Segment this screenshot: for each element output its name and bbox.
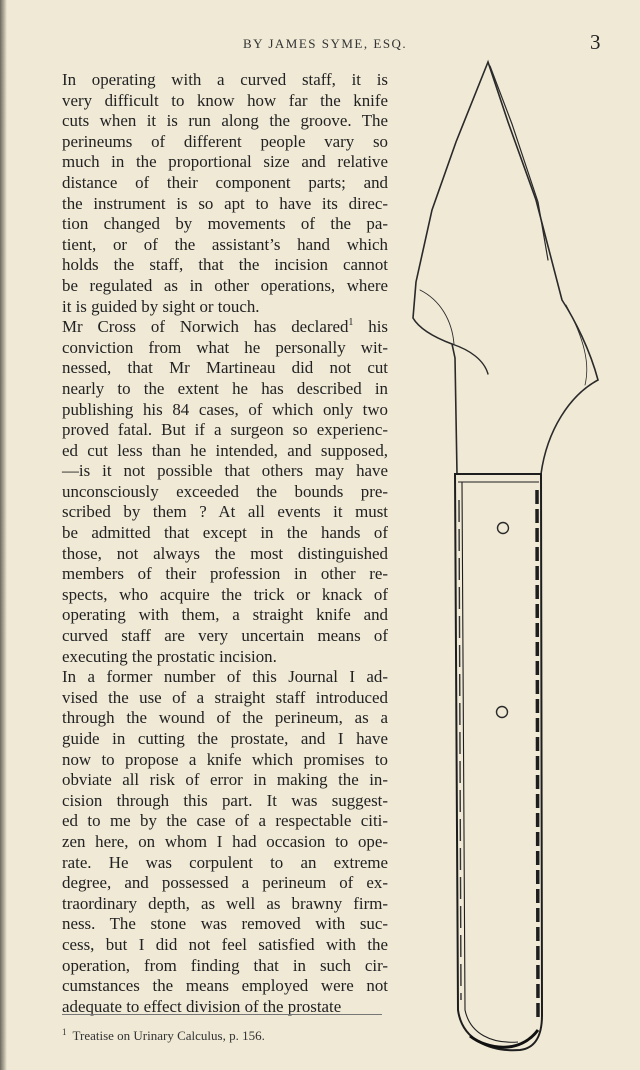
- text-line: now to propose a knife which promises to: [62, 749, 388, 769]
- text-line: members of their profession in other re-: [62, 564, 388, 584]
- text-line: adequate to effect division of the prostate: [62, 996, 342, 1016]
- text-line: operating with them, a straight knife and: [62, 605, 388, 625]
- text-line: rate. He was corpulent to an extreme: [62, 852, 388, 872]
- text-line: the instrument is so apt to have its direc-: [62, 193, 388, 213]
- text-line: operation, from finding that in such cir-: [62, 955, 388, 975]
- footnote-rule: [62, 1014, 382, 1015]
- text-line: scribed by them ? At all events it must: [62, 502, 388, 522]
- footnote-text: Treatise on Urinary Calculus, p. 156.: [72, 1028, 265, 1043]
- text-fragment: his: [353, 317, 388, 337]
- footnote-reference: 1: [348, 317, 354, 329]
- text-line: cision through this part. It was suggest-: [62, 790, 388, 810]
- footnote-marker: 1: [62, 1027, 67, 1037]
- binding-edge: [0, 0, 7, 1070]
- text-line: nearly to the extent he has described in: [62, 378, 388, 398]
- text-line: traordinary depth, as well as brawny firm-: [62, 893, 388, 913]
- text-line: ed to me by the case of a respectable citi-: [62, 811, 388, 831]
- text-line: through the wound of the perineum, as a: [62, 708, 388, 728]
- text-line: obviate all risk of error in making the in-: [62, 770, 388, 790]
- text-line: In operating with a curved staff, it is: [62, 70, 388, 89]
- knife-blade: [413, 62, 598, 474]
- text-line: guide in cutting the prostate, and I have: [62, 729, 388, 748]
- handle-inner-line: [462, 482, 518, 1042]
- rivet-lower: [497, 707, 508, 718]
- text-line: be admitted that except in the hands of: [62, 523, 388, 543]
- running-head: BY JAMES SYME, ESQ.: [243, 36, 408, 51]
- text-line: very difficult to know how far the knife: [62, 90, 388, 110]
- text-line: ed cut less than he intended, and supposed,: [62, 440, 388, 460]
- handle-right-hatching: [537, 490, 538, 1020]
- text-line: unconsciously exceeded the bounds pre-: [62, 481, 388, 501]
- text-line: perineums of different people vary so: [62, 131, 388, 151]
- blade-bevel-line: [420, 290, 454, 344]
- text-line: holds the staff, that the incision cannot: [62, 255, 388, 275]
- text-line: cuts when it is run along the groove. The: [62, 111, 388, 131]
- text-line: zen here, on whom I had occasion to ope-: [62, 831, 388, 851]
- footnote: [62, 1027, 265, 1044]
- text-line: it is guided by sight or touch.: [62, 296, 260, 316]
- text-line: executing the prostatic incision.: [62, 646, 277, 666]
- page-header: [0, 30, 640, 58]
- text-line: tion changed by movements of the pa-: [62, 214, 388, 234]
- text-line: ness. The stone was removed with suc-: [62, 914, 388, 934]
- text-line: conviction from what he personally wit-: [62, 337, 388, 357]
- text-fragment: Mr Cross of Norwich has declared: [62, 317, 349, 337]
- text-line: —is it not possible that others may have: [62, 461, 388, 481]
- knife-illustration: [400, 55, 640, 1065]
- text-line: tient, or of the assistant’s hand which: [62, 234, 388, 254]
- text-line: those, not always the most distinguished: [62, 543, 388, 563]
- handle-outline: [455, 474, 542, 1050]
- text-line-with-footnote-ref: [62, 317, 388, 338]
- text-line: cumstances the means employed were not: [62, 976, 388, 996]
- text-line: much in the proportional size and relative: [62, 152, 388, 172]
- handle-end-shade: [470, 1030, 538, 1047]
- text-line: be regulated as in other operations, where: [62, 275, 388, 295]
- text-line: publishing his 84 cases, of which only two: [62, 399, 388, 419]
- text-line: In a former number of this Journal I ad-: [62, 667, 388, 687]
- text-line: nessed, that Mr Martineau did not cut: [62, 358, 388, 378]
- blade-outline: [413, 62, 598, 474]
- knife-handle: [455, 474, 542, 1050]
- rivet-upper: [498, 523, 509, 534]
- body-text: [62, 70, 388, 1017]
- blade-edge-shade: [566, 305, 587, 385]
- text-line: cess, but I did not feel satisfied with the: [62, 934, 388, 954]
- handle-left-hatching: [459, 500, 461, 1000]
- page-number: 3: [590, 30, 601, 54]
- text-line: distance of their component parts; and: [62, 172, 388, 192]
- text-line: vised the use of a straight staff introduced: [62, 687, 388, 707]
- text-line: spects, who acquire the trick or knack of: [62, 584, 388, 604]
- text-line: proved fatal. But if a surgeon so experienc-: [62, 420, 388, 440]
- text-line: curved staff are very uncertain means of: [62, 626, 388, 646]
- text-line: degree, and possessed a perineum of ex-: [62, 873, 388, 893]
- shoulder-curve: [452, 344, 488, 374]
